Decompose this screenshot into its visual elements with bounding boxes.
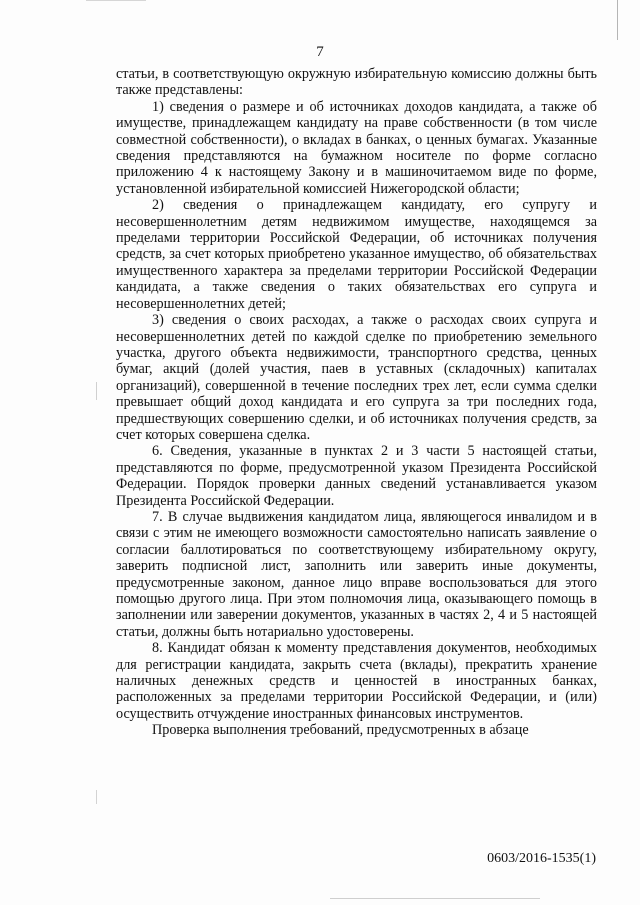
scan-edge-mark bbox=[617, 0, 618, 40]
document-body bbox=[116, 66, 597, 739]
paragraph-part-7: 7. В случае выдвижения кандидатом лица, являющегося инвалидом и в связи с этим не имеющего возможности самостоятельно написать заявление о согласии баллотироваться по соответствующему избирательному округу, заверить подписной лист, заполнить или заверить иные документы, предусмотренные законом, данное лицо вправе воспользоваться для этого помощью другого лица. При этом полномочия лица, оказывающего помощь в заполнении или заверении документов, указанных в частях 2, 4 и 5 настоящей статьи, должны быть нотариально удостоверены. bbox=[116, 508, 597, 640]
paragraph-part-8: 8. Кандидат обязан к моменту представления документов, необходимых для регистрации кандидата, закрыть счета (вклады), прекратить хранение наличных денежных средств и ценностей в иностранных банках, расположенных за пределами территории Российской Федерации, и (или) осуществить отчуждение иностранных финансовых инструментов. bbox=[116, 640, 597, 722]
paragraph-item-3: 3) сведения о своих расходах, а также о расходах своих супруга и несовершеннолетних детей по каждой сделке по приобретению земельного участка, другого объекта недвижимости, транспортного средства, ценных бумаг, акций (долей участия, паев в уставных (складочных) капиталах организаций), совершенной в течение последних трех лет, если сумма сделки превышает общий доход кандидата и его супруга за три последних года, предшествующих совершению сделки, и об источниках получения средств, за счет которых совершена сделка. bbox=[116, 312, 597, 443]
paragraph-check: Проверка выполнения требований, предусмотренных в абзаце bbox=[152, 722, 529, 739]
paragraph-part-6: 6. Сведения, указанные в пунктах 2 и 3 части 5 настоящей статьи, представляются по форме, предусмотренной указом Президента Российской Федерации. Порядок проверки данных сведений устанавливается указом Президента Российской Федерации. bbox=[116, 443, 597, 509]
paragraph-item-2: 2) сведения о принадлежащем кандидату, его супругу и несовершеннолетним детям недвижимом имуществе, находящемся за пределами территории Российской Федерации, об источниках получения средств, за счет которых приобретено указанное имущество, об обязательствах имущественного характера за пределами территории Российской Федерации кандидата, а также сведения о таких обязательствах его супруга и несовершеннолетних детей; bbox=[116, 197, 597, 312]
document-code: 0603/2016-1535(1) bbox=[487, 851, 596, 866]
scan-edge-mark bbox=[96, 382, 97, 400]
paragraph-item-1: 1) сведения о размере и об источниках доходов кандидата, а также об имуществе, принадлежащем кандидату на праве собственности (в том числе совместной собственности), о вкладах в банках, о ценных бумагах. Указанные сведения представляются на бумажном носителе по форме согласно приложению 4 к настоящему Закону и в машиночитаемом виде по форме, установленной избирательной комиссией Нижегородской области; bbox=[116, 98, 597, 197]
scan-edge-mark bbox=[96, 790, 97, 804]
page-number: 7 bbox=[316, 44, 324, 60]
scan-edge-mark bbox=[86, 0, 146, 1]
paragraph-continuation: статьи, в соответствующую окружную избирательную комиссию должны быть также представлены: bbox=[116, 66, 597, 99]
scan-edge-mark bbox=[330, 898, 540, 899]
